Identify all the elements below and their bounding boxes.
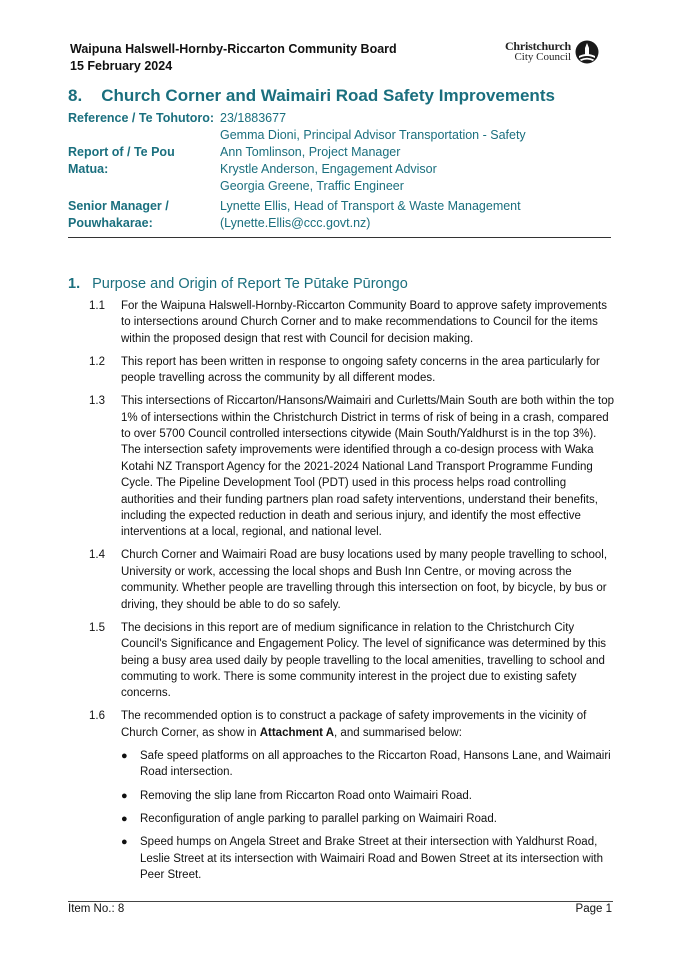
list-item [121, 748, 616, 781]
logo-line1: Christchurch [504, 39, 571, 53]
paragraph [89, 547, 616, 613]
bullet-text: Removing the slip lane from Riccarton Road onto Waimairi Road. [140, 789, 472, 802]
bullet-icon: ● [121, 836, 128, 849]
paragraph-number: 1.6 [89, 710, 105, 723]
reference-label: Reference / Te Tohutoro: [68, 111, 215, 125]
senior-label-line2: Pouwhakarae: [68, 216, 153, 230]
paragraph-text: Church Corner and Waimairi Road are busy locations used by many people travelling to school, University or work, accessing the local shops and Bush Inn Centre, or moving across the community. Whether people are travelling through this intersection on foot, by bicycle, by bus or driving, they should be able to do so safely. [121, 549, 608, 611]
bullet-text: Speed humps on Angela Street and Brake Street at their intersection with Yaldhurst Road, Leslie Street at its intersection with Waimairi Road and Bowen Street at its intersection with Peer Street. [140, 836, 603, 882]
author-item: Gemma Dioni, Principal Advisor Transportation - Safety [220, 128, 526, 142]
bullet-icon: ● [121, 789, 128, 802]
paragraph-text: The decisions in this report are of medium significance in relation to the Christchurch City Council's Significance and Engagement Policy. The level of significance was determined by this being a busy area used daily by people travelling to the local amenities, travelling to school and commuting to work. There is some community interest in the project due to existing safety concerns. [121, 621, 607, 700]
paragraph-text: For the Waipuna Halswell-Hornby-Riccarton Community Board to approve safety improvements to intersections around Church Corner and to make recommendations to Council for the items within the proposed design that rest with Council for decision making. [121, 300, 607, 345]
item-number: Item No.: 8 [68, 903, 125, 915]
bullet-text: Reconfiguration of angle parking to parallel parking on Waimairi Road. [140, 812, 497, 825]
author-list [220, 127, 526, 195]
paragraph-text: This intersections of Riccarton/Hansons/Waimairi and Curletts/Main South are both within the top 1% of intersections within the Christchurch District in terms of risk of being in a crash, compared to over 5700 Council controlled intersections citywide (Main South/Yaldhurst is in the top 3%). The intersection safety improvements were identified through a co-design process with Waka Kotahi NZ Transport Agency for the 2021-2024 National Land Transport Programme Funding Cycle. The Pipeline Development Tool (PDT) used in this process helps road controlling authorities and their funding partners plan road safety interventions, understand their benefits, including the expected reduction in death and serious injury, and identify the most effective interventions at a local, regional, and national level. [121, 395, 615, 539]
section-body [89, 298, 616, 891]
paragraph-number: 1.2 [89, 355, 105, 368]
attachment-reference: Attachment A [259, 726, 335, 739]
report-title [68, 86, 555, 106]
paragraph [89, 393, 616, 541]
cathedral-logo-icon [575, 40, 599, 64]
report-meta [68, 110, 611, 232]
list-item [121, 834, 616, 883]
author-item: Georgia Greene, Traffic Engineer [220, 179, 404, 193]
senior-value [220, 198, 521, 232]
paragraph [89, 708, 616, 741]
reference-row [68, 110, 611, 127]
bullet-text: Safe speed platforms on all approaches to the Riccarton Road, Hansons Lane, and Waimairi Road intersection. [140, 749, 611, 779]
bullet-icon: ● [121, 749, 128, 762]
bullet-list [121, 748, 616, 884]
paragraph-number: 1.5 [89, 621, 105, 634]
author-item: Ann Tomlinson, Project Manager [220, 145, 401, 159]
paragraph-text-before: The recommended option is to construct a package of safety improvements in the vicinity of Church Corner, as show in [121, 710, 587, 739]
report-of-label-line1: Report of / Te Pou [68, 145, 175, 159]
section-title: Purpose and Origin of Report Te Pūtake Pūrongo [92, 276, 408, 292]
title-number: 8. [68, 86, 83, 105]
board-name: Waipuna Halswell-Hornby-Riccarton Community Board [70, 42, 397, 56]
paragraph [89, 354, 616, 387]
meeting-date: 15 February 2024 [70, 59, 173, 73]
paragraph-number: 1.1 [89, 300, 105, 312]
senior-label [68, 198, 220, 232]
report-of-row [68, 127, 611, 195]
senior-manager-row [68, 198, 611, 232]
list-item [121, 811, 616, 827]
paragraph-text: This report has been written in response to ongoing safety concerns in the area particularly for people travelling across the community by all different modes. [121, 355, 600, 385]
logo-line2: City Council [514, 51, 571, 63]
footer-divider [68, 901, 613, 902]
title-text: Church Corner and Waimairi Road Safety Improvements [101, 86, 555, 105]
report-of-label-line2: Matua: [68, 162, 109, 176]
section-heading [68, 276, 408, 292]
list-item [121, 788, 616, 804]
page-header [70, 41, 397, 75]
reference-value: 23/1883677 [220, 111, 287, 125]
paragraph-number: 1.4 [89, 549, 105, 562]
paragraph-text-after: , and summarised below: [334, 726, 462, 739]
senior-label-line1: Senior Manager / [68, 199, 169, 213]
paragraph [89, 620, 616, 702]
section-number: 1. [68, 276, 81, 292]
meta-divider [68, 237, 611, 238]
bullet-icon: ● [121, 812, 128, 825]
paragraph-text [121, 708, 616, 741]
council-logo [505, 40, 599, 64]
paragraph-number: 1.3 [89, 395, 105, 408]
senior-name: Lynette Ellis, Head of Transport & Waste Management [220, 199, 521, 213]
author-item: Krystle Anderson, Engagement Advisor [220, 162, 437, 176]
report-of-label [68, 127, 220, 195]
paragraph [89, 298, 616, 347]
senior-email: (Lynette.Ellis@ccc.govt.nz) [220, 216, 371, 230]
page-number: Page 1 [575, 903, 612, 915]
